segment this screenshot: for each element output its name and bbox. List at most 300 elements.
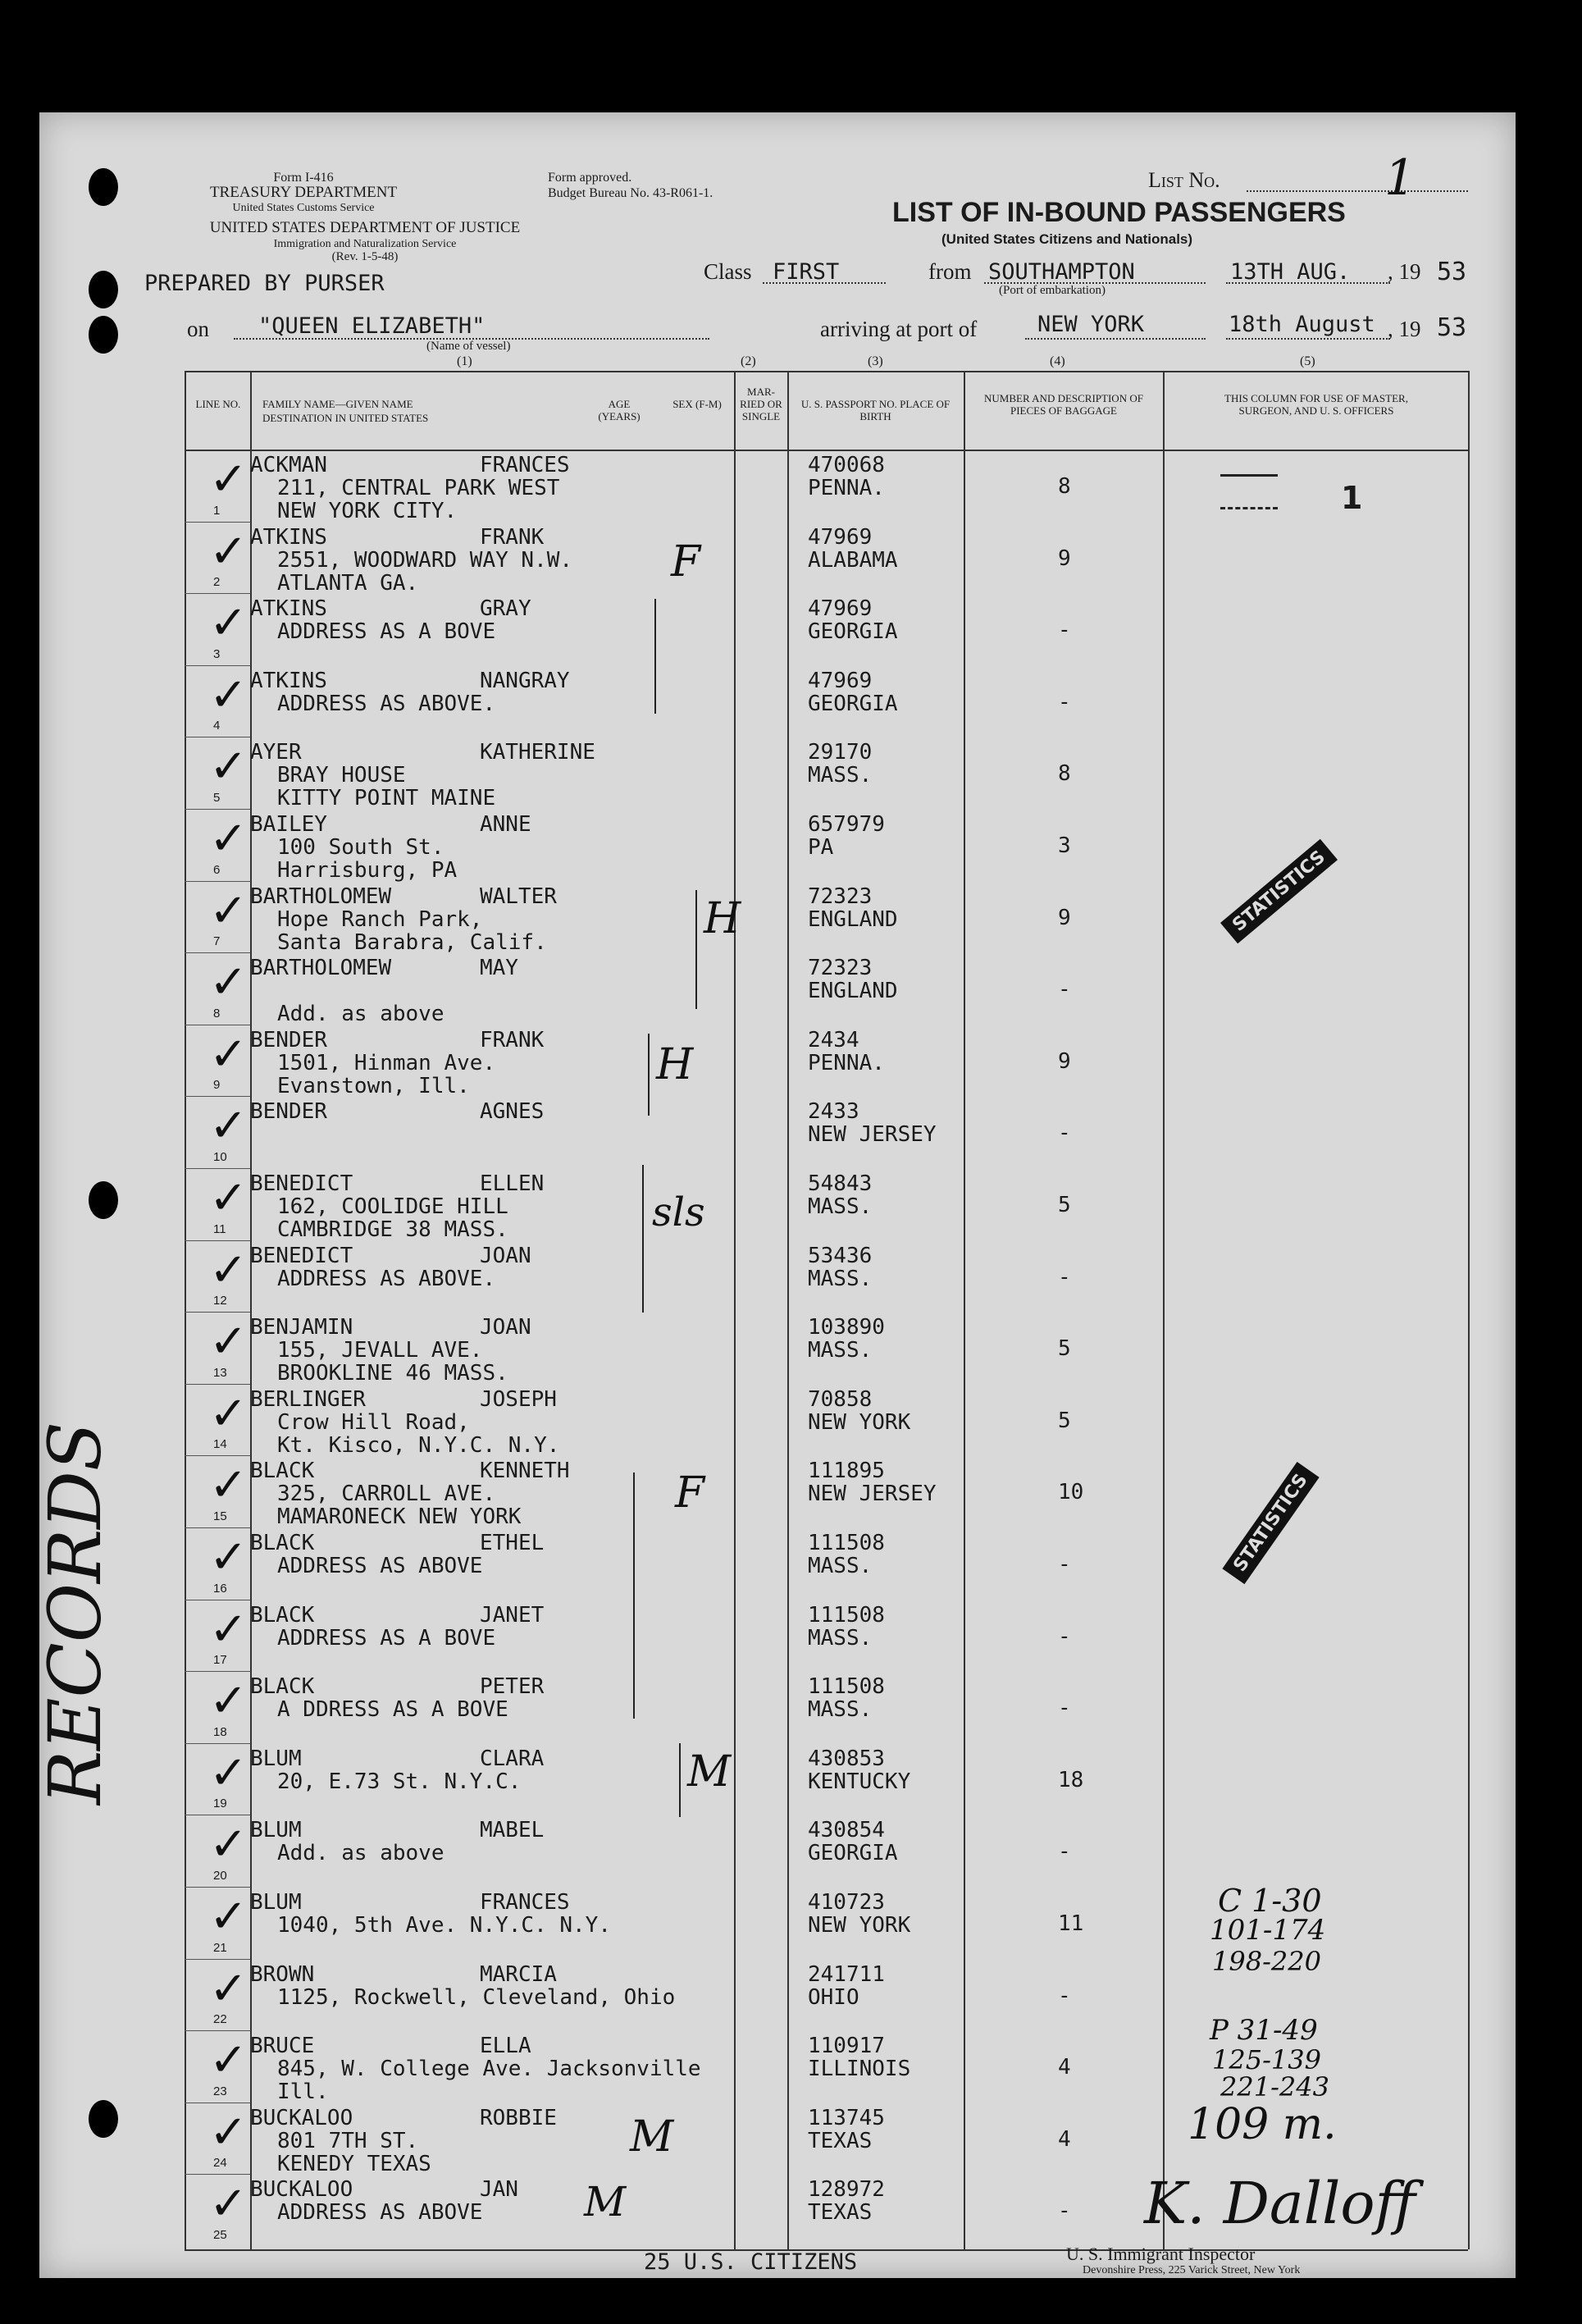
line-number: 6 [213, 862, 221, 877]
row-divider [185, 1168, 250, 1169]
row-divider [185, 1312, 250, 1313]
checkmark-icon: ✓ [209, 1027, 248, 1081]
checkmark-icon: ✓ [209, 1459, 248, 1513]
budget-bureau: Budget Bureau No. 43-R061-1. [548, 186, 713, 200]
address-line-2: KENEDY TEXAS [277, 2151, 431, 2176]
arrival-date: 18th August [1229, 312, 1375, 337]
line-number: 15 [213, 1509, 227, 1523]
baggage-count: 5 [1058, 1408, 1071, 1433]
passport-number: 470068 [808, 453, 885, 477]
row-divider [185, 665, 250, 666]
place-of-birth: NEW JERSEY [808, 1482, 937, 1507]
place-of-birth: ILLINOIS [808, 2057, 911, 2082]
port-embarkation: SOUTHAMPTON [988, 259, 1135, 285]
family-name: BROWN [250, 1961, 315, 1987]
baggage-count: - [1058, 1839, 1071, 1865]
address-line-1: 100 South St. [277, 835, 445, 860]
family-name: BENEDICT [250, 1243, 353, 1268]
checkmark-icon: ✓ [209, 2177, 248, 2231]
justice-department: UNITED STATES DEPARTMENT OF JUSTICE [209, 219, 521, 236]
checkmark-icon: ✓ [209, 596, 248, 651]
hand-sex-mark: M [584, 2178, 627, 2226]
naturalization-service: Immigration and Naturalization Service [273, 238, 457, 250]
passport-number: 2433 [808, 1099, 859, 1125]
address-line-1: 1125, Rockwell, Cleveland, Ohio [277, 1984, 676, 2010]
customs-service: United States Customs Service [232, 202, 375, 214]
table-top-border [185, 371, 1468, 372]
given-name: JOAN [480, 1315, 531, 1340]
hand-bracket [695, 890, 697, 1009]
row-divider [185, 1743, 250, 1744]
family-name: BENDER [250, 1099, 327, 1125]
given-name: ROBBIE [480, 2105, 557, 2130]
checkmark-icon: ✓ [209, 524, 248, 578]
given-name: FRANK [480, 524, 545, 550]
address-line-2: ATLANTA GA. [277, 570, 419, 596]
family-name: BUCKALOO [250, 2105, 353, 2130]
place-of-birth: MASS. [808, 1194, 873, 1219]
family-name: BENEDICT [250, 1171, 353, 1196]
address-line-1: 845, W. College Ave. Jacksonville [277, 2057, 701, 2082]
place-of-birth: GEORGIA [808, 619, 898, 645]
list-no-value: 1 [1384, 149, 1416, 207]
given-name: WALTER [480, 883, 557, 909]
family-name: BLACK [250, 1674, 315, 1700]
binder-hole [89, 271, 118, 308]
address-line-1: 162, COOLIDGE HILL [277, 1194, 508, 1219]
prepared-by: PREPARED BY PURSER [144, 271, 385, 296]
place-of-birth: NEW YORK [808, 1409, 911, 1435]
line-number: 18 [213, 1724, 227, 1739]
passport-number: 657979 [808, 812, 885, 837]
place-of-birth: MASS. [808, 1338, 873, 1363]
place-of-birth: ALABAMA [808, 547, 898, 573]
row-divider [185, 809, 250, 810]
header-passport: U. S. PASSPORT NO. PLACE OF BIRTH [800, 398, 951, 422]
year1-value: 53 [1437, 258, 1467, 286]
col-divider-married [734, 371, 736, 2249]
baggage-count: 5 [1058, 1193, 1071, 1217]
baggage-count: - [1058, 689, 1071, 715]
baggage-count: 9 [1058, 905, 1071, 930]
vessel-caption: (Name of vessel) [426, 340, 511, 353]
family-name: BAILEY [250, 812, 327, 837]
given-name: ANNE [480, 812, 531, 837]
family-name: BLUM [250, 1746, 302, 1771]
from-label: from [928, 259, 972, 284]
footer-total: 25 U.S. CITIZENS [644, 2249, 858, 2275]
line-number: 7 [213, 934, 221, 949]
place-of-birth: PENNA. [808, 1050, 885, 1075]
header-name: FAMILY NAME—GIVEN NAME [262, 398, 413, 410]
passport-number: 430853 [808, 1746, 885, 1771]
checkmark-icon: ✓ [209, 1315, 248, 1369]
family-name: BENJAMIN [250, 1315, 353, 1340]
hand-range: 109 m. [1188, 2100, 1337, 2149]
port-embarkation-caption: (Port of embarkation) [999, 284, 1106, 297]
list-no-line [1247, 190, 1468, 192]
passport-number: 111508 [808, 1602, 885, 1628]
row-divider [185, 1671, 250, 1672]
passport-number: 72323 [808, 956, 873, 981]
statistics-stamp: STATISTICS [1222, 1462, 1319, 1584]
baggage-count: 3 [1058, 833, 1071, 858]
officer-row1-note: 1 [1341, 480, 1363, 516]
given-name: FRANK [480, 1027, 545, 1052]
address-line-1: ADDRESS AS ABOVE. [277, 1266, 496, 1291]
address-line-2: KITTY POINT MAINE [277, 786, 496, 811]
passport-number: 47969 [808, 524, 873, 550]
header-married: MAR-RIED OR SINGLE [740, 386, 782, 422]
family-name: BLACK [250, 1459, 315, 1484]
table-header-border [185, 450, 1468, 451]
hand-bracket [679, 1743, 681, 1817]
address-line-1: ADDRESS AS ABOVE. [277, 691, 496, 716]
family-name: BUCKALOO [250, 2177, 353, 2203]
checkmark-icon: ✓ [209, 1818, 248, 1872]
place-of-birth: GEORGIA [808, 691, 898, 716]
given-name: MARCIA [480, 1961, 557, 1987]
year2-value: 53 [1437, 313, 1467, 342]
checkmark-icon: ✓ [209, 1602, 248, 1656]
passport-number: 111508 [808, 1674, 885, 1700]
row-divider [185, 1455, 250, 1456]
baggage-count: - [1058, 618, 1071, 643]
header-destination: DESTINATION IN UNITED STATES [262, 412, 429, 424]
hand-range: 198-220 [1212, 1946, 1321, 1977]
given-name: MABEL [480, 1818, 545, 1843]
family-name: ATKINS [250, 668, 327, 693]
line-number: 8 [213, 1006, 221, 1020]
family-name: BRUCE [250, 2034, 315, 2059]
place-of-birth: PA [808, 835, 834, 860]
binder-hole [89, 168, 118, 206]
binder-hole [89, 316, 118, 354]
checkmark-icon: ✓ [209, 1531, 248, 1584]
year2-label: , 19 [1388, 317, 1421, 341]
hand-sex-mark: M [630, 2112, 674, 2162]
col-num-5: (5) [1300, 354, 1315, 368]
col-num-1: (1) [457, 354, 472, 368]
officer-mark [1220, 474, 1278, 477]
line-number: 14 [213, 1437, 227, 1452]
port-arrival: NEW YORK [1037, 312, 1145, 337]
checkmark-icon: ✓ [209, 2034, 248, 2088]
checkmark-icon: ✓ [209, 740, 248, 794]
col-divider-baggage [964, 371, 965, 2249]
address-line-1: 1040, 5th Ave. N.Y.C. N.Y. [277, 1913, 611, 1938]
place-of-birth: MASS. [808, 1266, 873, 1291]
baggage-count: 9 [1058, 546, 1071, 571]
given-name: JAN [480, 2177, 518, 2203]
address-line-1: A DDRESS AS A BOVE [277, 1697, 508, 1723]
baggage-count: - [1058, 1623, 1071, 1649]
hand-range: 221-243 [1220, 2071, 1329, 2103]
family-name: ATKINS [250, 596, 327, 622]
checkmark-icon: ✓ [209, 1746, 248, 1800]
line-number: 4 [213, 719, 221, 733]
row-divider [185, 593, 250, 594]
passport-number: 103890 [808, 1315, 885, 1340]
row-divider [185, 1096, 250, 1097]
baggage-count: - [1058, 1983, 1071, 2008]
checkmark-icon: ✓ [209, 883, 248, 938]
checkmark-icon: ✓ [209, 1243, 248, 1297]
line-number: 10 [213, 1150, 227, 1164]
given-name: ETHEL [480, 1531, 545, 1555]
passport-number: 111508 [808, 1531, 885, 1555]
baggage-count: 4 [1058, 2055, 1071, 2080]
header-sex: SEX (F-M) [672, 398, 722, 410]
checkmark-icon: ✓ [209, 1386, 248, 1441]
checkmark-icon: ✓ [209, 1099, 248, 1153]
checkmark-icon: ✓ [209, 1961, 248, 2016]
address-line-2: Harrisburg, PA [277, 858, 458, 883]
family-name: BLACK [250, 1602, 315, 1628]
baggage-count: - [1058, 1264, 1071, 1290]
given-name: MAY [480, 956, 518, 981]
address-line-1: 2551, WOODWARD WAY N.W. [277, 547, 573, 573]
checkmark-icon: ✓ [209, 1171, 248, 1225]
passport-number: 111895 [808, 1459, 885, 1484]
checkmark-icon: ✓ [209, 453, 248, 506]
passport-number: 430854 [808, 1818, 885, 1843]
place-of-birth: OHIO [808, 1984, 859, 2010]
hand-sex-mark: sls [652, 1189, 705, 1235]
passport-number: 29170 [808, 740, 873, 765]
address-line-1: ADDRESS AS ABOVE [277, 2200, 483, 2226]
family-name: BLUM [250, 1890, 302, 1915]
line-number: 21 [213, 1940, 227, 1955]
header-line-no: LINE NO. [195, 398, 241, 410]
header-age: AGE (YEARS) [598, 398, 641, 422]
line-number: 2 [213, 575, 221, 590]
address-line-1: ADDRESS AS A BOVE [277, 1625, 496, 1651]
address-line-2: MAMARONECK NEW YORK [277, 1504, 522, 1530]
table-right-border [1468, 371, 1470, 2249]
address-line-1: Hope Ranch Park, [277, 906, 483, 932]
line-number: 9 [213, 1078, 221, 1093]
place-of-birth: ENGLAND [808, 979, 898, 1004]
year1-label: , 19 [1388, 259, 1421, 284]
hand-sex-mark: H [704, 894, 741, 943]
passport-number: 113745 [808, 2105, 885, 2130]
form-number: Form I-416 [273, 171, 334, 185]
row-divider [185, 522, 250, 523]
family-name: BARTHOLOMEW [250, 883, 392, 909]
passport-number: 70858 [808, 1386, 873, 1412]
arriving-label: arriving at port of [820, 317, 978, 341]
place-of-birth: KENTUCKY [808, 1769, 911, 1794]
family-name: ACKMAN [250, 453, 327, 477]
given-name: JOAN [480, 1243, 531, 1268]
address-line-1: 801 7TH ST. [277, 2128, 419, 2153]
place-of-birth: ENGLAND [808, 906, 898, 932]
address-line-1: 325, CARROLL AVE. [277, 1482, 496, 1507]
hand-bracket [633, 1472, 635, 1719]
line-number: 23 [213, 2084, 227, 2098]
address-line-2: Add. as above [277, 1002, 445, 1027]
row-divider [185, 952, 250, 953]
row-divider [185, 881, 250, 882]
family-name: BARTHOLOMEW [250, 956, 392, 981]
baggage-count: 10 [1058, 1480, 1084, 1505]
given-name: JANET [480, 1602, 545, 1628]
baggage-count: - [1058, 1121, 1071, 1146]
line-number: 19 [213, 1797, 227, 1811]
line-number: 25 [213, 2228, 227, 2242]
hand-bracket [648, 1034, 650, 1116]
hand-sex-mark: H [656, 1040, 694, 1089]
passport-number: 72323 [808, 883, 873, 909]
line-number: 5 [213, 791, 221, 805]
baggage-count: - [1058, 2198, 1071, 2224]
col-num-4: (4) [1050, 354, 1065, 368]
family-name: ATKINS [250, 524, 327, 550]
arrival-date-line [1226, 338, 1390, 340]
address-line-1: ADDRESS AS A BOVE [277, 619, 496, 645]
address-line-1: Crow Hill Road, [277, 1409, 470, 1435]
place-of-birth: PENNA. [808, 476, 885, 500]
departure-date: 13TH AUG. [1230, 259, 1351, 285]
inspector-signature: K. Dalloff [1144, 2170, 1416, 2237]
baggage-count: 9 [1058, 1048, 1071, 1074]
row-divider [185, 1527, 250, 1528]
hand-range: 101-174 [1210, 1914, 1326, 1947]
binder-hole [89, 1181, 118, 1219]
baggage-count: - [1058, 1696, 1071, 1721]
checkmark-icon: ✓ [209, 1890, 248, 1943]
hand-sex-mark: F [675, 1468, 705, 1518]
given-name: JOSEPH [480, 1386, 557, 1412]
vessel-name: "QUEEN ELIZABETH" [258, 313, 486, 339]
given-name: GRAY [480, 596, 531, 622]
passport-number: 2434 [808, 1027, 859, 1052]
hand-range: P 31-49 [1210, 2014, 1318, 2047]
form-title: LIST OF IN-BOUND PASSENGERS [892, 197, 1346, 228]
place-of-birth: NEW YORK [808, 1913, 911, 1938]
address-line-1: 1501, Hinman Ave. [277, 1050, 496, 1075]
given-name: AGNES [480, 1099, 545, 1125]
checkmark-icon: ✓ [209, 668, 248, 722]
passport-number: 54843 [808, 1171, 873, 1196]
family-name: AYER [250, 740, 302, 765]
address-line-1: 155, JEVALL AVE. [277, 1338, 483, 1363]
treasury-department: TREASURY DEPARTMENT [209, 184, 398, 201]
address-line-1: ADDRESS AS ABOVE [277, 1554, 483, 1578]
line-number: 24 [213, 2156, 227, 2171]
row-divider [185, 1959, 250, 1960]
passport-number: 47969 [808, 596, 873, 622]
col-num-3: (3) [868, 354, 883, 368]
place-of-birth: MASS. [808, 763, 873, 788]
line-number: 13 [213, 1365, 227, 1380]
line-number: 17 [213, 1653, 227, 1668]
line-number: 12 [213, 1294, 227, 1308]
hand-bracket [642, 1165, 644, 1313]
address-line-2: NEW YORK CITY. [277, 499, 458, 523]
baggage-count: 18 [1058, 1767, 1084, 1792]
family-name: BLACK [250, 1531, 315, 1555]
line-number: 22 [213, 2012, 227, 2027]
baggage-count: 8 [1058, 474, 1071, 499]
baggage-count: - [1058, 977, 1071, 1002]
hand-sex-mark: F [671, 537, 701, 587]
form-subtitle: (United States Citizens and Nationals) [941, 231, 1193, 247]
passport-number: 47969 [808, 668, 873, 693]
place-of-birth: MASS. [808, 1625, 873, 1651]
passport-number: 53436 [808, 1243, 873, 1268]
given-name: KATHERINE [480, 740, 595, 765]
hand-range: C 1-30 [1218, 1883, 1322, 1919]
row-divider [185, 1384, 250, 1385]
col-divider-officer [1163, 371, 1165, 2249]
address-line-2: Santa Barabra, Calif. [277, 929, 547, 955]
header-officer: THIS COLUMN FOR USE OF MASTER, SURGEON, AND U. S. OFFICERS [1224, 392, 1408, 417]
class-value: FIRST [773, 259, 840, 285]
hand-sex-mark: M [687, 1747, 732, 1797]
passport-number: 241711 [808, 1961, 885, 1987]
line-number: 16 [213, 1581, 227, 1596]
place-of-birth: NEW JERSEY [808, 1122, 937, 1148]
form-approved: Form approved. [548, 171, 632, 185]
line-number: 11 [213, 1221, 226, 1236]
given-name: KENNETH [480, 1459, 570, 1484]
hand-margin-records: RECORDS [33, 1421, 117, 1805]
arrival-port-line [1025, 338, 1206, 340]
line-number: 3 [213, 646, 221, 661]
line-number: 1 [213, 503, 221, 518]
officer-mark [1220, 507, 1278, 509]
footer-inspector: U. S. Immigrant Inspector [1066, 2244, 1256, 2264]
statistics-stamp: STATISTICS [1220, 839, 1338, 944]
checkmark-icon: ✓ [209, 1674, 248, 1728]
address-line-1: BRAY HOUSE [277, 763, 406, 788]
given-name: ELLA [480, 2034, 531, 2059]
address-line-1: Add. as above [277, 1841, 445, 1866]
family-name: BERLINGER [250, 1386, 366, 1412]
given-name: FRANCES [480, 453, 570, 477]
place-of-birth: MASS. [808, 1554, 873, 1578]
address-line-2: Ill. [277, 2080, 329, 2105]
given-name: CLARA [480, 1746, 545, 1771]
checkmark-icon: ✓ [209, 956, 248, 1010]
binder-hole [89, 2100, 118, 2138]
family-name: BENDER [250, 1027, 327, 1052]
row-divider [185, 1240, 250, 1241]
passport-number: 110917 [808, 2034, 885, 2059]
footer-press: Devonshire Press, 225 Varick Street, New York [1083, 2264, 1301, 2276]
given-name: PETER [480, 1674, 545, 1700]
place-of-birth: MASS. [808, 1697, 873, 1723]
baggage-count: - [1058, 1552, 1071, 1577]
given-name: NANGRAY [480, 668, 570, 693]
baggage-count: 5 [1058, 1336, 1071, 1362]
address-line-2: Kt. Kisco, N.Y.C. N.Y. [277, 1432, 560, 1458]
address-line-2: CAMBRIDGE 38 MASS. [277, 1217, 508, 1242]
row-divider [185, 2174, 250, 2175]
list-no-label: List No. [1148, 168, 1220, 192]
address-line-1: 20, E.73 St. N.Y.C. [277, 1769, 522, 1794]
family-name: BLUM [250, 1818, 302, 1843]
address-line-2: Evanstown, Ill. [277, 1073, 470, 1098]
place-of-birth: GEORGIA [808, 1841, 898, 1866]
checkmark-icon: ✓ [209, 2105, 248, 2159]
hand-range: 125-139 [1212, 2044, 1321, 2075]
table-left-border [185, 371, 186, 2249]
address-line-2: BROOKLINE 46 MASS. [277, 1361, 508, 1386]
header-baggage: NUMBER AND DESCRIPTION OF PIECES OF BAGGAGE [984, 392, 1143, 417]
